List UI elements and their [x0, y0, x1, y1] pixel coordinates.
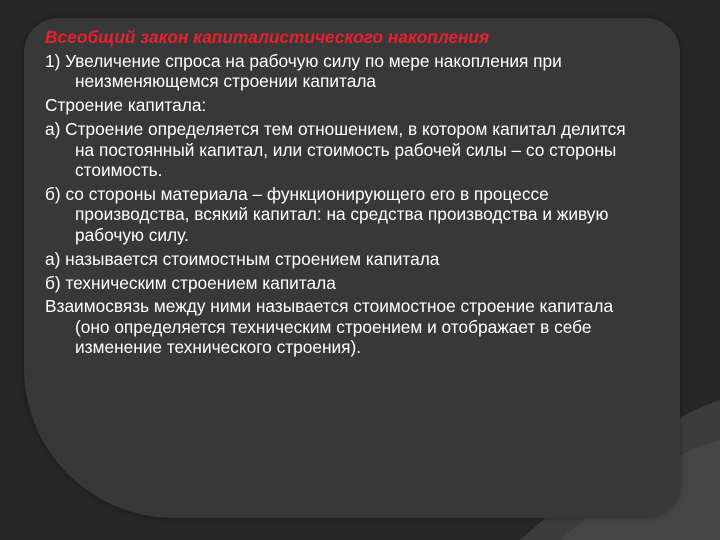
slide-content	[45, 27, 645, 358]
paragraph-6: б) техническим строением капитала	[45, 272, 336, 293]
paragraph-3: а) Строение определяется тем отношением, в котором капитал делится на постоянный капитал, или стоимость рабочей силы – со стороны стоимость.	[45, 119, 626, 181]
paragraph-7: Взаимосвязь между ними называется стоимостное строение капитала (оно определяется техническим строением и отображает в себе изменение технического строения).	[45, 296, 614, 358]
paragraph-5: а) называется стоимостным строением капитала	[45, 248, 440, 269]
paragraph-1: 1) Увеличение спроса на рабочую силу по мере накопления при неизменяющемся строении капитала	[45, 51, 562, 92]
slide-title: Всеобщий закон капиталистического накопления	[45, 27, 490, 47]
paragraph-4: б) со стороны материала – функционирующего его в процессе производства, всякий капитал: на средства производства и живую рабочую силу.	[45, 183, 609, 245]
paragraph-2: Строение капитала:	[45, 95, 207, 116]
